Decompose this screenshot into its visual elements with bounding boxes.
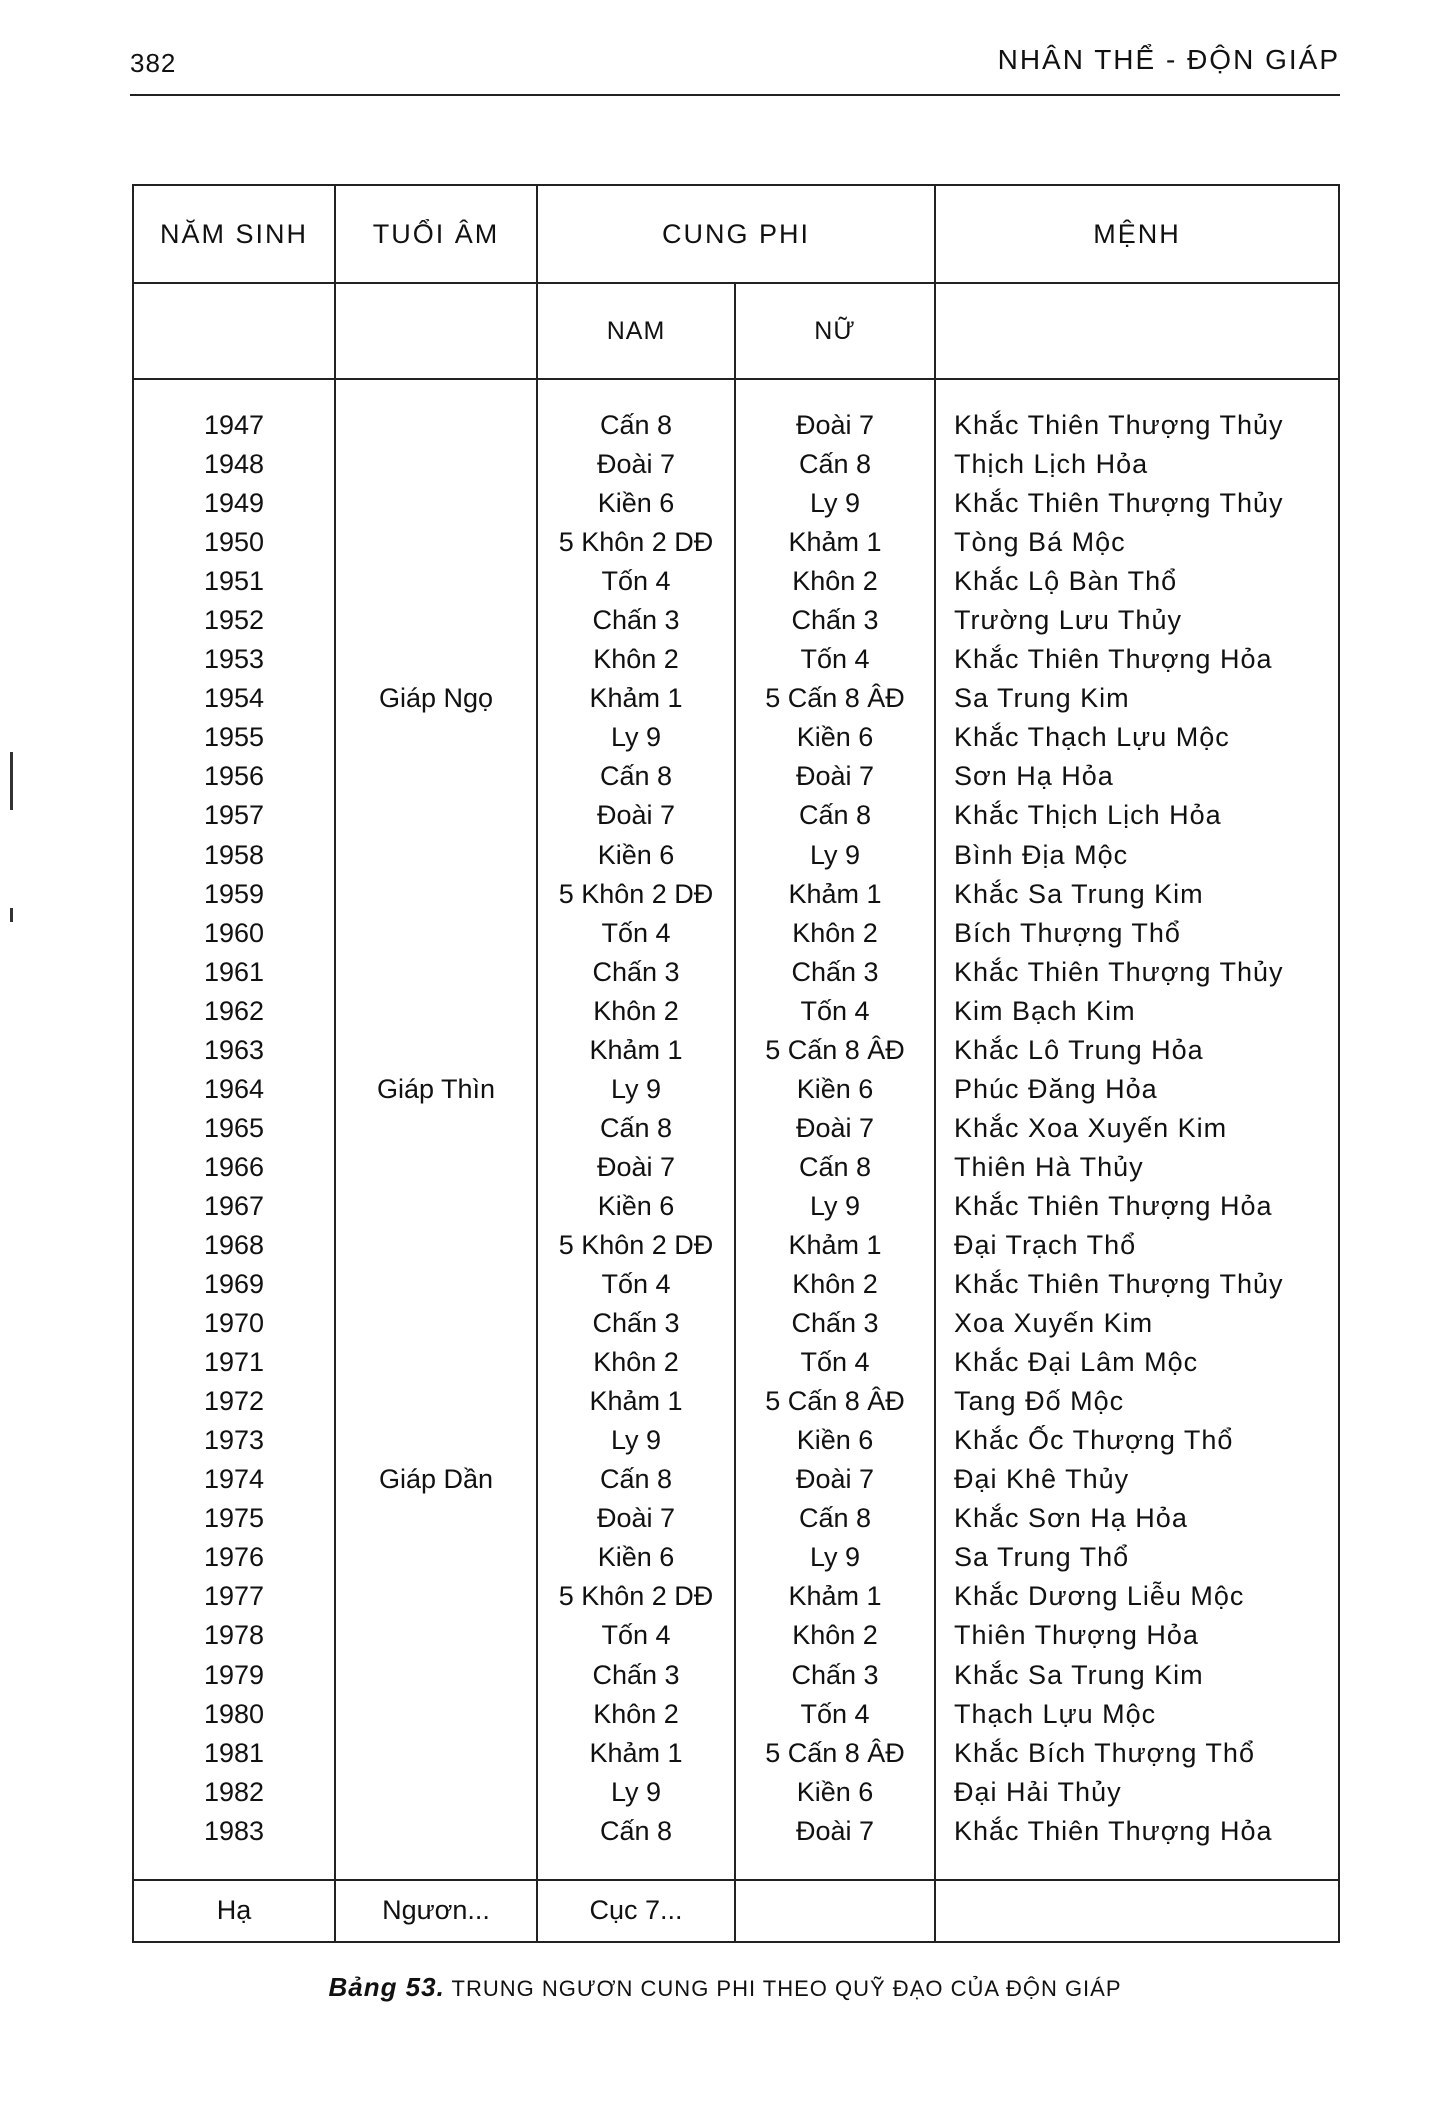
menh-cell: Thạch Lựu Mộc [935, 1695, 1339, 1734]
cung-phi-nu-cell: Cấn 8 [735, 1499, 935, 1538]
cung-phi-nam-cell: Cấn 8 [537, 379, 735, 445]
menh-cell: Thiên Thượng Hỏa [935, 1616, 1339, 1655]
table-row [133, 1070, 1339, 1109]
tuoi-am-cell [335, 992, 537, 1031]
tuoi-am-cell [335, 562, 537, 601]
cung-phi-nam-cell: Đoài 7 [537, 445, 735, 484]
table-row [133, 1304, 1339, 1343]
menh-cell: Khắc Thiên Thượng Hỏa [935, 1812, 1339, 1880]
tuoi-am-cell [335, 1616, 537, 1655]
menh-cell: Sa Trung Kim [935, 679, 1339, 718]
year-cell: 1971 [133, 1343, 335, 1382]
cung-phi-nam-cell: Ly 9 [537, 1773, 735, 1812]
year-cell: 1977 [133, 1577, 335, 1616]
year-cell: 1981 [133, 1734, 335, 1773]
cung-phi-nu-cell: Kiền 6 [735, 1070, 935, 1109]
year-cell: 1951 [133, 562, 335, 601]
cung-phi-nu-cell: Ly 9 [735, 1538, 935, 1577]
cung-phi-nam-cell: Kiền 6 [537, 1538, 735, 1577]
cung-phi-nu-cell: Khôn 2 [735, 1265, 935, 1304]
menh-cell: Khắc Thiên Thượng Thủy [935, 379, 1339, 445]
tuoi-am-cell [335, 1382, 537, 1421]
cung-phi-nu-cell: 5 Cấn 8 ÂĐ [735, 1382, 935, 1421]
footer-nu [735, 1880, 935, 1942]
year-cell: 1973 [133, 1421, 335, 1460]
menh-cell: Thịch Lịch Hỏa [935, 445, 1339, 484]
cung-phi-nu-cell: Chấn 3 [735, 1304, 935, 1343]
year-cell: 1969 [133, 1265, 335, 1304]
year-cell: 1960 [133, 914, 335, 953]
tuoi-am-cell [335, 1265, 537, 1304]
menh-cell: Kim Bạch Kim [935, 992, 1339, 1031]
year-cell: 1948 [133, 445, 335, 484]
menh-cell: Khắc Lô Trung Hỏa [935, 1031, 1339, 1070]
year-cell: 1982 [133, 1773, 335, 1812]
menh-cell: Khắc Lộ Bàn Thổ [935, 562, 1339, 601]
tuoi-am-cell [335, 445, 537, 484]
year-cell: 1949 [133, 484, 335, 523]
cung-phi-nam-cell: Chấn 3 [537, 601, 735, 640]
tuoi-am-cell [335, 1421, 537, 1460]
year-cell: 1958 [133, 836, 335, 875]
tuoi-am-cell [335, 640, 537, 679]
menh-cell: Khắc Ốc Thượng Thổ [935, 1421, 1339, 1460]
margin-mark [10, 752, 13, 810]
year-cell: 1968 [133, 1226, 335, 1265]
table-row [133, 953, 1339, 992]
tuoi-am-cell [335, 1226, 537, 1265]
table-row [133, 1773, 1339, 1812]
cung-phi-nu-cell: Chấn 3 [735, 601, 935, 640]
subheader-empty [935, 283, 1339, 379]
menh-cell: Khắc Thiên Thượng Thủy [935, 953, 1339, 992]
tuoi-am-cell [335, 1812, 537, 1880]
cung-phi-table [132, 184, 1340, 1943]
cung-phi-nam-cell: Khôn 2 [537, 1343, 735, 1382]
year-cell: 1964 [133, 1070, 335, 1109]
table-row [133, 523, 1339, 562]
menh-cell: Bình Địa Mộc [935, 836, 1339, 875]
table-row [133, 640, 1339, 679]
year-cell: 1957 [133, 796, 335, 835]
cung-phi-nam-cell: Đoài 7 [537, 1499, 735, 1538]
table-row [133, 1695, 1339, 1734]
menh-cell: Phúc Đăng Hỏa [935, 1070, 1339, 1109]
tuoi-am-cell [335, 1734, 537, 1773]
menh-cell: Tòng Bá Mộc [935, 523, 1339, 562]
cung-phi-nu-cell: Tốn 4 [735, 1695, 935, 1734]
cung-phi-nu-cell: Ly 9 [735, 484, 935, 523]
tuoi-am-cell: Giáp Ngọ [335, 679, 537, 718]
year-cell: 1966 [133, 1148, 335, 1187]
table-row [133, 562, 1339, 601]
table-row [133, 992, 1339, 1031]
tuoi-am-cell [335, 601, 537, 640]
cung-phi-nu-cell: Chấn 3 [735, 1656, 935, 1695]
tuoi-am-cell [335, 1577, 537, 1616]
col-header-nam: NAM [537, 283, 735, 379]
tuoi-am-cell [335, 718, 537, 757]
cung-phi-nam-cell: Ly 9 [537, 1070, 735, 1109]
menh-cell: Khắc Xoa Xuyến Kim [935, 1109, 1339, 1148]
table-row [133, 757, 1339, 796]
running-head: NHÂN THỂ - ĐỘN GIÁP [997, 44, 1340, 75]
tuoi-am-cell: Giáp Dần [335, 1460, 537, 1499]
menh-cell: Khắc Đại Lâm Mộc [935, 1343, 1339, 1382]
table-row [133, 601, 1339, 640]
footer-nam-sinh: Hạ [133, 1880, 335, 1942]
menh-cell: Đại Hải Thủy [935, 1773, 1339, 1812]
footer-nam: Cục 7... [537, 1880, 735, 1942]
menh-cell: Khắc Thịch Lịch Hỏa [935, 796, 1339, 835]
caption-label: Bảng 53. [328, 1972, 445, 2002]
table-row [133, 1382, 1339, 1421]
table-row [133, 1226, 1339, 1265]
cung-phi-nam-cell: Tốn 4 [537, 914, 735, 953]
menh-cell: Khắc Thạch Lựu Mộc [935, 718, 1339, 757]
tuoi-am-cell [335, 875, 537, 914]
table-row [133, 914, 1339, 953]
cung-phi-nam-cell: Đoài 7 [537, 796, 735, 835]
year-cell: 1956 [133, 757, 335, 796]
tuoi-am-cell [335, 1656, 537, 1695]
cung-phi-nu-cell: Khảm 1 [735, 523, 935, 562]
cung-phi-nam-cell: Ly 9 [537, 718, 735, 757]
cung-phi-nam-cell: Cấn 8 [537, 1812, 735, 1880]
cung-phi-nam-cell: Tốn 4 [537, 562, 735, 601]
menh-cell: Đại Khê Thủy [935, 1460, 1339, 1499]
cung-phi-nam-cell: Khảm 1 [537, 1382, 735, 1421]
cung-phi-nu-cell: Khảm 1 [735, 875, 935, 914]
year-cell: 1962 [133, 992, 335, 1031]
year-cell: 1972 [133, 1382, 335, 1421]
table-row [133, 1460, 1339, 1499]
year-cell: 1963 [133, 1031, 335, 1070]
cung-phi-nam-cell: Tốn 4 [537, 1265, 735, 1304]
table-row [133, 1265, 1339, 1304]
year-cell: 1967 [133, 1187, 335, 1226]
cung-phi-nu-cell: Kiền 6 [735, 1421, 935, 1460]
col-header-nu: NỮ [735, 283, 935, 379]
table-row [133, 1656, 1339, 1695]
footer-tuoi-am: Ngươn... [335, 1880, 537, 1942]
table-row [133, 679, 1339, 718]
cung-phi-nam-cell: Kiền 6 [537, 836, 735, 875]
year-cell: 1955 [133, 718, 335, 757]
cung-phi-nu-cell: Tốn 4 [735, 640, 935, 679]
year-cell: 1947 [133, 379, 335, 445]
cung-phi-nu-cell: Khảm 1 [735, 1577, 935, 1616]
menh-cell: Khắc Thiên Thượng Hỏa [935, 1187, 1339, 1226]
tuoi-am-cell [335, 523, 537, 562]
col-header-cung-phi: CUNG PHI [537, 185, 935, 283]
table-row [133, 1734, 1339, 1773]
tuoi-am-cell [335, 757, 537, 796]
cung-phi-nu-cell: Đoài 7 [735, 1460, 935, 1499]
table-row [133, 718, 1339, 757]
year-cell: 1976 [133, 1538, 335, 1577]
cung-phi-nam-cell: 5 Khôn 2 DĐ [537, 523, 735, 562]
table-row [133, 379, 1339, 445]
cung-phi-nam-cell: Khôn 2 [537, 640, 735, 679]
table-row [133, 875, 1339, 914]
menh-cell: Trường Lưu Thủy [935, 601, 1339, 640]
cung-phi-nu-cell: Đoài 7 [735, 1109, 935, 1148]
tuoi-am-cell [335, 1343, 537, 1382]
menh-cell: Sơn Hạ Hỏa [935, 757, 1339, 796]
year-cell: 1954 [133, 679, 335, 718]
tuoi-am-cell [335, 953, 537, 992]
year-cell: 1980 [133, 1695, 335, 1734]
cung-phi-nam-cell: Cấn 8 [537, 1109, 735, 1148]
footer-menh [935, 1880, 1339, 1942]
menh-cell: Khắc Sa Trung Kim [935, 875, 1339, 914]
cung-phi-nu-cell: Kiền 6 [735, 1773, 935, 1812]
subheader-row [133, 283, 1339, 379]
cung-phi-nam-cell: Chấn 3 [537, 953, 735, 992]
cung-phi-nam-cell: Ly 9 [537, 1421, 735, 1460]
cung-phi-nu-cell: Khôn 2 [735, 562, 935, 601]
cung-phi-nam-cell: 5 Khôn 2 DĐ [537, 1577, 735, 1616]
cung-phi-nam-cell: Khảm 1 [537, 1031, 735, 1070]
cung-phi-nam-cell: Chấn 3 [537, 1656, 735, 1695]
tuoi-am-cell [335, 484, 537, 523]
table-row [133, 1421, 1339, 1460]
year-cell: 1959 [133, 875, 335, 914]
cung-phi-nam-cell: 5 Khôn 2 DĐ [537, 875, 735, 914]
table-row [133, 1499, 1339, 1538]
tuoi-am-cell [335, 379, 537, 445]
menh-cell: Bích Thượng Thổ [935, 914, 1339, 953]
menh-cell: Sa Trung Thổ [935, 1538, 1339, 1577]
menh-cell: Khắc Dương Liễu Mộc [935, 1577, 1339, 1616]
footer-row [133, 1880, 1339, 1942]
cung-phi-nu-cell: 5 Cấn 8 ÂĐ [735, 1734, 935, 1773]
cung-phi-nam-cell: Kiền 6 [537, 1187, 735, 1226]
cung-phi-nu-cell: Tốn 4 [735, 992, 935, 1031]
col-header-menh: MỆNH [935, 185, 1339, 283]
cung-phi-nam-cell: Khảm 1 [537, 679, 735, 718]
cung-phi-nam-cell: Chấn 3 [537, 1304, 735, 1343]
table-row [133, 1031, 1339, 1070]
year-cell: 1970 [133, 1304, 335, 1343]
menh-cell: Tang Đố Mộc [935, 1382, 1339, 1421]
table-row [133, 1187, 1339, 1226]
table-row [133, 1812, 1339, 1880]
tuoi-am-cell [335, 1109, 537, 1148]
menh-cell: Xoa Xuyến Kim [935, 1304, 1339, 1343]
year-cell: 1953 [133, 640, 335, 679]
cung-phi-nu-cell: Ly 9 [735, 1187, 935, 1226]
table-body [133, 379, 1339, 1880]
menh-cell: Đại Trạch Thổ [935, 1226, 1339, 1265]
page-header [130, 44, 1340, 96]
cung-phi-nu-cell: Đoài 7 [735, 757, 935, 796]
tuoi-am-cell [335, 1148, 537, 1187]
table-row [133, 836, 1339, 875]
table-row [133, 796, 1339, 835]
cung-phi-nu-cell: Khôn 2 [735, 914, 935, 953]
table-row [133, 1616, 1339, 1655]
subheader-empty [335, 283, 537, 379]
cung-phi-nu-cell: Cấn 8 [735, 1148, 935, 1187]
year-cell: 1950 [133, 523, 335, 562]
tuoi-am-cell [335, 836, 537, 875]
table-row [133, 445, 1339, 484]
year-cell: 1965 [133, 1109, 335, 1148]
cung-phi-nu-cell: 5 Cấn 8 ÂĐ [735, 679, 935, 718]
header-row [133, 185, 1339, 283]
tuoi-am-cell [335, 1304, 537, 1343]
table-row [133, 1148, 1339, 1187]
tuoi-am-cell [335, 796, 537, 835]
table-caption [0, 1972, 1450, 2003]
tuoi-am-cell [335, 1538, 537, 1577]
margin-mark [10, 908, 13, 922]
menh-cell: Khắc Thiên Thượng Thủy [935, 1265, 1339, 1304]
cung-phi-nu-cell: Cấn 8 [735, 796, 935, 835]
cung-phi-nam-cell: 5 Khôn 2 DĐ [537, 1226, 735, 1265]
cung-phi-nam-cell: Khôn 2 [537, 992, 735, 1031]
subheader-empty [133, 283, 335, 379]
cung-phi-nu-cell: Khảm 1 [735, 1226, 935, 1265]
cung-phi-nu-cell: Khôn 2 [735, 1616, 935, 1655]
cung-phi-nam-cell: Kiền 6 [537, 484, 735, 523]
cung-phi-nu-cell: Cấn 8 [735, 445, 935, 484]
cung-phi-nam-cell: Cấn 8 [537, 757, 735, 796]
table-row [133, 484, 1339, 523]
menh-cell: Khắc Thiên Thượng Thủy [935, 484, 1339, 523]
year-cell: 1979 [133, 1656, 335, 1695]
year-cell: 1978 [133, 1616, 335, 1655]
table-row [133, 1577, 1339, 1616]
year-cell: 1975 [133, 1499, 335, 1538]
table-row [133, 1343, 1339, 1382]
tuoi-am-cell [335, 914, 537, 953]
menh-cell: Khắc Bích Thượng Thổ [935, 1734, 1339, 1773]
table-row [133, 1538, 1339, 1577]
menh-cell: Thiên Hà Thủy [935, 1148, 1339, 1187]
menh-cell: Khắc Thiên Thượng Hỏa [935, 640, 1339, 679]
year-cell: 1952 [133, 601, 335, 640]
cung-phi-nu-cell: Đoài 7 [735, 379, 935, 445]
menh-cell: Khắc Sa Trung Kim [935, 1656, 1339, 1695]
cung-phi-nam-cell: Khôn 2 [537, 1695, 735, 1734]
cung-phi-nu-cell: Kiền 6 [735, 718, 935, 757]
page-number: 382 [130, 48, 177, 78]
cung-phi-nam-cell: Đoài 7 [537, 1148, 735, 1187]
year-cell: 1961 [133, 953, 335, 992]
cung-phi-nu-cell: Ly 9 [735, 836, 935, 875]
cung-phi-nam-cell: Cấn 8 [537, 1460, 735, 1499]
tuoi-am-cell: Giáp Thìn [335, 1070, 537, 1109]
tuoi-am-cell [335, 1187, 537, 1226]
cung-phi-nu-cell: 5 Cấn 8 ÂĐ [735, 1031, 935, 1070]
menh-cell: Khắc Sơn Hạ Hỏa [935, 1499, 1339, 1538]
tuoi-am-cell [335, 1499, 537, 1538]
cung-phi-nam-cell: Khảm 1 [537, 1734, 735, 1773]
col-header-tuoi-am: TUỔI ÂM [335, 185, 537, 283]
table-row [133, 1109, 1339, 1148]
tuoi-am-cell [335, 1031, 537, 1070]
cung-phi-nu-cell: Đoài 7 [735, 1812, 935, 1880]
tuoi-am-cell [335, 1695, 537, 1734]
year-cell: 1983 [133, 1812, 335, 1880]
cung-phi-nu-cell: Chấn 3 [735, 953, 935, 992]
cung-phi-nam-cell: Tốn 4 [537, 1616, 735, 1655]
cung-phi-nu-cell: Tốn 4 [735, 1343, 935, 1382]
col-header-nam-sinh: NĂM SINH [133, 185, 335, 283]
caption-text: TRUNG NGƯƠN CUNG PHI THEO QUỸ ĐẠO CỦA ĐỘN GIÁP [451, 1976, 1122, 2001]
year-cell: 1974 [133, 1460, 335, 1499]
tuoi-am-cell [335, 1773, 537, 1812]
